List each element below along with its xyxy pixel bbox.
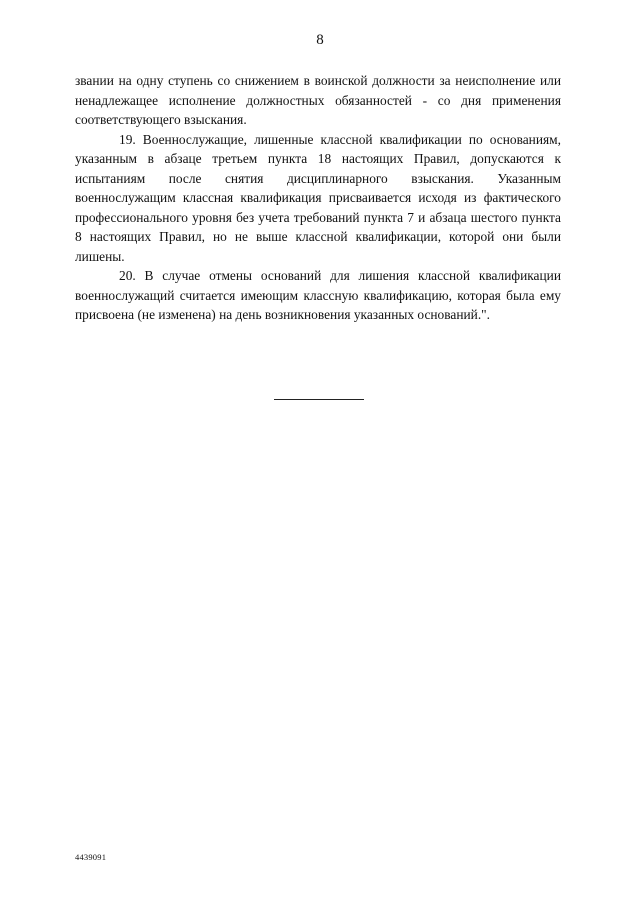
document-code: 4439091 [75,852,107,862]
paragraph-continuation: звании на одну ступень со снижением в воинской должности за неисполнение или ненадлежащее исполнение должностных обязанностей - со дня применения соответствующего взыскания. [75,73,561,127]
end-divider [274,399,364,400]
paragraph-20: 20. В случае отмены оснований для лишения классной квалификации военнослужащий считается имеющим классную квалификацию, которая была ему присвоена (не изменена) на день возникновения указанных оснований.". [75,268,561,322]
paragraph-19: 19. Военнослужащие, лишенные классной квалификации по основаниям, указанным в абзаце третьем пункта 18 настоящих Правил, допускаются к испытаниям после снятия дисциплинарного взыскания. Указанным военнослужащим классная квалификация присваивается исходя из фактического профессионального уровня без учета требований пункта 7 и абзаца шестого пункта 8 настоящих Правил, но не выше классной квалификации, которой они были лишены. [75,131,561,264]
page-number: 8 [316,32,324,48]
document-body [75,71,561,325]
